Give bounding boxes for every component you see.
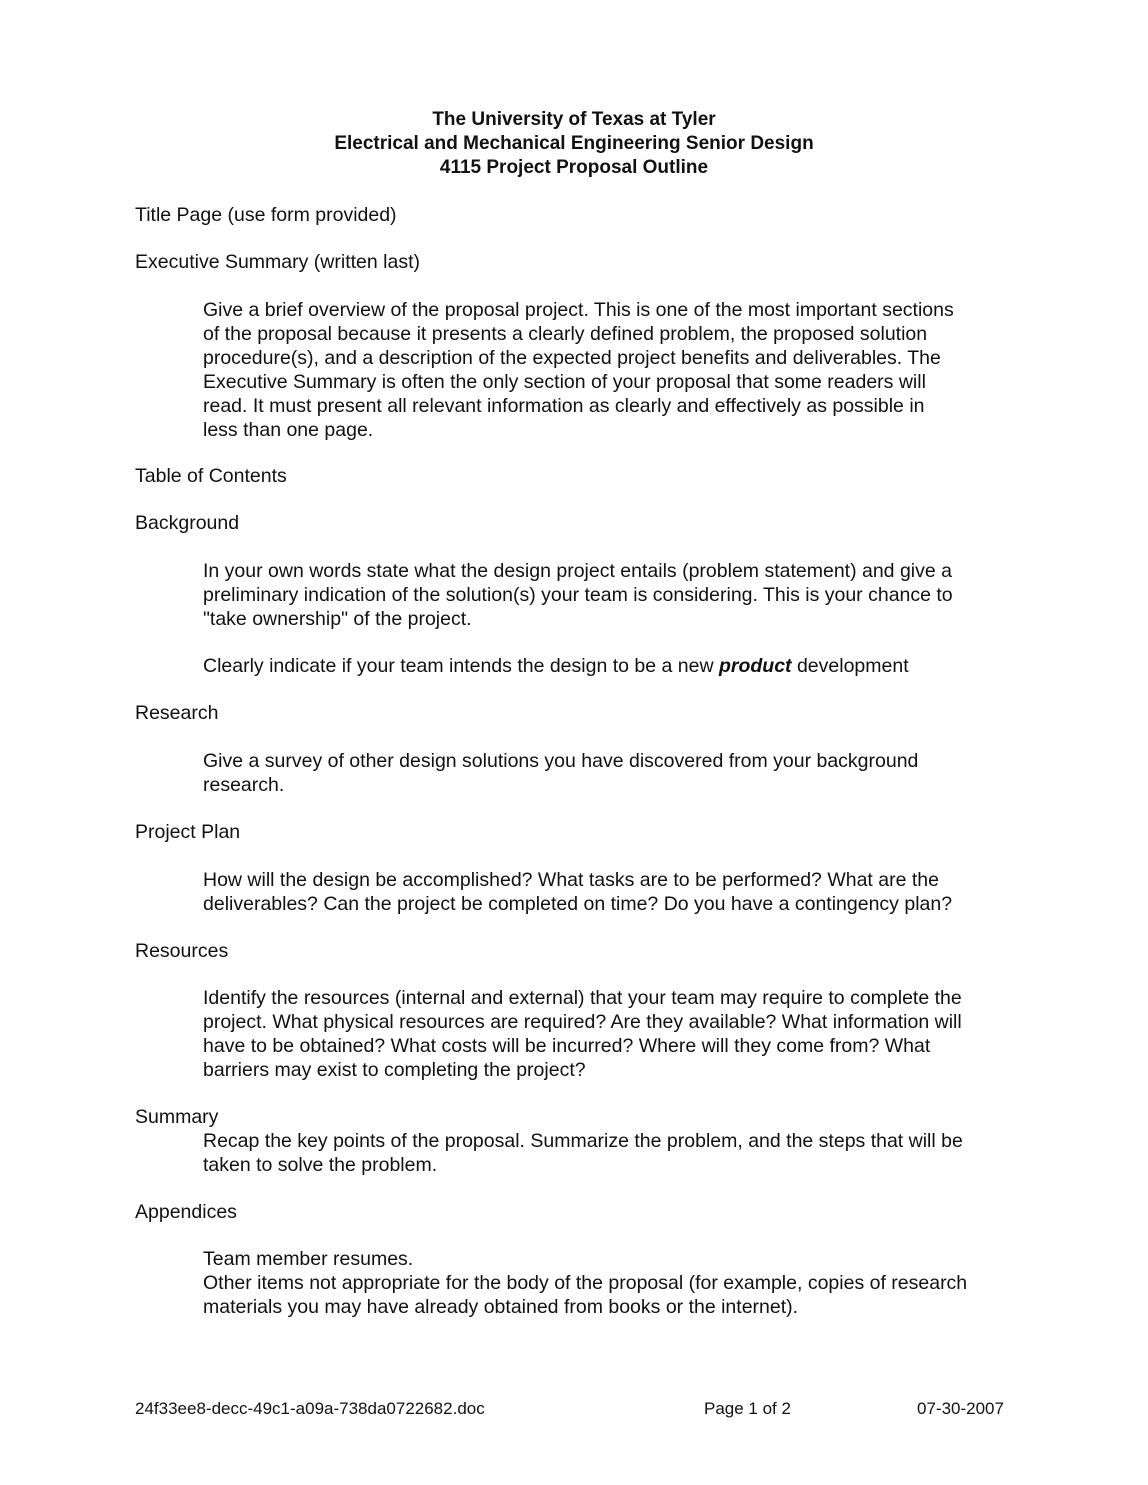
footer-filename: 24f33ee8-decc-49c1-a09a-738da0722682.doc xyxy=(135,1399,485,1418)
section-resources-heading: Resources xyxy=(135,940,229,962)
resources-text-line: project. What physical resources are required? Are they available? What information will xyxy=(203,1011,962,1033)
section-table-of-contents-heading: Table of Contents xyxy=(135,465,287,487)
summary-text-line: Recap the key points of the proposal. Summarize the problem, and the steps that will be xyxy=(203,1130,963,1152)
project-plan-text-line: How will the design be accomplished? What tasks are to be performed? What are the xyxy=(203,869,939,891)
appendices-text-line: Team member resumes. xyxy=(203,1248,414,1270)
document-header xyxy=(0,108,1148,180)
product-line-text-end: development xyxy=(791,655,909,677)
section-background-heading: Background xyxy=(135,512,240,534)
resources-text-line: Identify the resources (internal and external) that your team may require to complete the xyxy=(203,987,962,1009)
section-title-page-heading: Title Page (use form provided) xyxy=(135,204,397,226)
background-text-line: "take ownership" of the project. xyxy=(203,608,472,630)
product-emphasis: product xyxy=(718,655,792,677)
executive-summary-text-line: read. It must present all relevant information as clearly and effectively as possible in xyxy=(203,395,925,417)
executive-summary-text-line: of the proposal because it presents a clearly defined problem, the proposed solution xyxy=(203,323,928,345)
section-project-plan-heading: Project Plan xyxy=(135,821,241,843)
section-research-heading: Research xyxy=(135,702,219,724)
product-line-text: Clearly indicate if your team intends the design to be a new xyxy=(203,655,719,677)
header-title: 4115 Project Proposal Outline xyxy=(439,157,709,178)
research-text-line: research. xyxy=(203,774,285,796)
resources-text-line: have to be obtained? What costs will be incurred? Where will they come from? What xyxy=(203,1035,931,1057)
project-plan-text-line: deliverables? Can the project be completed on time? Do you have a contingency plan? xyxy=(203,893,953,915)
executive-summary-text-line: procedure(s), and a description of the expected project benefits and deliverables. The xyxy=(203,347,941,369)
executive-summary-text-line: less than one page. xyxy=(203,419,374,441)
research-text-line: Give a survey of other design solutions you have discovered from your background xyxy=(203,750,919,772)
background-text-line: In your own words state what the design project entails (problem statement) and give a xyxy=(203,560,952,582)
section-executive-summary-heading: Executive Summary (written last) xyxy=(135,251,420,273)
header-university: The University of Texas at Tyler xyxy=(432,109,716,130)
executive-summary-text-line: Executive Summary is often the only section of your proposal that some readers will xyxy=(203,371,926,393)
background-product-line xyxy=(203,654,909,678)
footer-date: 07-30-2007 xyxy=(917,1399,1004,1418)
header-department: Electrical and Mechanical Engineering Senior Design xyxy=(334,133,814,154)
executive-summary-text-line: Give a brief overview of the proposal project. This is one of the most important sections xyxy=(203,299,954,321)
appendices-text-line: Other items not appropriate for the body of the proposal (for example, copies of research xyxy=(203,1272,968,1294)
resources-text-line: barriers may exist to completing the project? xyxy=(203,1059,586,1081)
section-appendices-heading: Appendices xyxy=(135,1201,237,1223)
appendices-text-line: materials you may have already obtained from books or the internet). xyxy=(203,1296,799,1318)
background-text-line: preliminary indication of the solution(s) your team is considering. This is your chance to xyxy=(203,584,953,606)
summary-text-line: taken to solve the problem. xyxy=(203,1154,438,1176)
section-summary-heading: Summary xyxy=(135,1106,219,1128)
footer-page-number: Page 1 of 2 xyxy=(704,1399,791,1418)
